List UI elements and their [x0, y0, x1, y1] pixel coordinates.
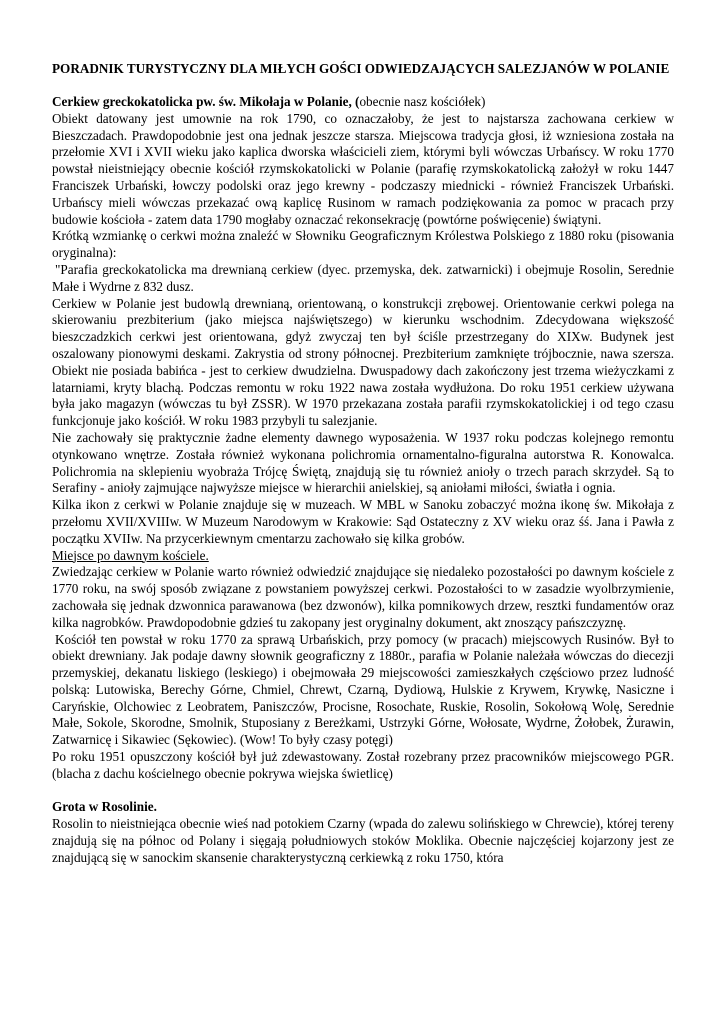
paragraph: Krótką wzmiankę o cerkwi można znaleźć w Słowniku Geograficznym Królestwa Polskiego z 1880 roku (pisowania oryginalna): — [52, 228, 674, 261]
quote-paragraph: "Parafia greckokatolicka ma drewnianą cerkiew (dyec. przemyska, dek. zatwarnicki) i obejmuje Rosolin, Serednie Małe i Wydrne z 832 dusz. — [52, 261, 674, 294]
underlined-text: Miejsce po dawnym kościele. — [52, 547, 209, 563]
paragraph: Kościół ten powstał w roku 1770 za sprawą Urbańskich, przy pomocy (w pracach) miejscowych Rusinów. Był to obiekt drewniany. Jak podaje dawny słownik geograficzny z 1880r., parafia w Polanie należała wówczas do diecezji przemyskiej, dekanatu liskiego (leskiego) i obejmowała 29 miejscowości zamieszkałych częściowo przez ludność polską: Lutowiska, Berechy Górne, Chmiel, Chrewt, Czarną, Dydiową, Hulskie z Krywem, Krywkę, Nasiczne i Caryńskie, Olchowiec z Leobratem, Paniszczów, Procisne, Rosochate, Ruskie, Rosolin, Sokołową Wolę, Serednie Małe, Sokole, Skorodne, Smolnik, Stuposiany z Bereżkami, Ustrzyki Górne, Wołosate, Wydrne, Żołobek, Żurawin, Zatwarnicę i Sikawiec (Sękowiec). (Wow! To były czasy potęgi) — [52, 631, 674, 748]
paragraph: Cerkiew w Polanie jest budowlą drewnianą, orientowaną, o konstrukcji zrębowej. Orientowanie cerkwi polega na skierowaniu prezbiterium (jako miejsca najświętszego) w kierunku wschodnim. Zdecydowana większość bieszczadzkich cerkwi jest orientowana, gdyż zwyczaj ten był ściśle przestrzegany do XIXw. Budynek jest oszalowany pionowymi deskami. Zakrystia od strony północnej. Prezbiterium zamknięte trójbocznie, nawa szersza. Obiekt nie posiada babińca - jest to cerkiew dwudzielna. Dwuspadowy dach zakończony jest trzema wieżyczkami z latarniami, kryty blachą. Podczas remontu w roku 1922 nawa została wydłużona. Do roku 1951 cerkiew używana była jako magazyn (wówczas tu był ZSSR). W 1970 przekazana została parafii rzymskokatolickiej i od tego czasu funkcjonuje jako kościół. W roku 1983 przybyli tu salezjanie. — [52, 295, 674, 429]
section-heading-normal: obecnie nasz kościółek) — [359, 94, 486, 109]
section-heading-cerkiew — [52, 94, 674, 111]
paragraph: Obiekt datowany jest umownie na rok 1790, co oznaczałoby, że jest to najstarsza zachowana cerkiew w Bieszczadach. Prawdopodobnie jest ona jednak jeszcze starsza. Miejscowa tradycja głosi, iż wzniesiona została na przełomie XVI i XVII wieku jako kaplica dworska właścicieli ziem, którymi byli wówczas Urbańscy. W roku 1770 powstał nieistniejący obecnie kościół rzymskokatolicki w Polanie (parafię rzymskokatolicką założył w roku 1447 Franciszek Urbański, łowczy podolski oraz jego krewny - podczaszy miednicki - również Franciszek Urbański. Urbańscy mieli wówczas przekazać ową kaplicę Rusinom w ramach podziękowania za pomoc w pracach przy budowie kościoła - zatem data 1790 mogłaby oznaczać rekonsekrację (powtórne poświęcenie) świątyni. — [52, 110, 674, 227]
paragraph: Kilka ikon z cerkwi w Polanie znajduje się w muzeach. W MBL w Sanoku zobaczyć można ikonę św. Mikołaja z przełomu XVII/XVIIIw. W Muzeum Narodowym w Krakowie: Sąd Ostateczny z XV wieku oraz śś. Jana i Pawła z początku XVIIw. Na przycerkiewnym cmentarzu zachowało się kilka grobów. — [52, 497, 674, 546]
section-heading-bold: Grota w Rosolinie. — [52, 799, 157, 815]
paragraph: Nie zachowały się praktycznie żadne elementy dawnego wyposażenia. W 1937 roku podczas kolejnego remontu otynkowano wnętrze. Została również wykonana polichromia ornamentalno-figuralna autorstwa R. Konowalca. Polichromia na sklepieniu wyobraża Trójcę Świętą, znajdują się tu również anioły o trzech parach skrzydeł. Są to Serafiny - anioły zajmujące najwyższe miejsce w hierarchii anielskiej, są aniołami miłości, światła i ognia. — [52, 429, 674, 496]
paragraph: Zwiedzając cerkiew w Polanie warto również odwiedzić znajdujące się niedaleko pozostałości po dawnym kościele z 1770 roku, na swój sposób związane z powstaniem powyższej cerkwi. Pozostałości to w zasadzie wyolbrzymienie, zachowała się jednak dzwonnica parawanowa (bez dzwonów), kilka pomnikowych drzew, resztki fundamentów oraz kilka nagrobków. Prawdopodobnie gdzieś tu zakopany jest oryginalny dokument, akt znoszący pańszczyznę. — [52, 564, 674, 630]
subheading-underlined — [52, 548, 674, 565]
document-title: PORADNIK TURYSTYCZNY DLA MIŁYCH GOŚCI ODWIEDZAJĄCYCH SALEZJANÓW W POLANIE — [52, 61, 670, 76]
section-heading-grota — [52, 799, 674, 816]
spacer — [52, 783, 674, 800]
paragraph: Rosolin to nieistniejąca obecnie wieś nad potokiem Czarny (wpada do zalewu solińskiego w Chrewcie), której tereny znajdują się na północ od Polany i sięgają południowych stoków Moklika. Obecnie najczęściej kojarzony jest ze znajdującą się w sanockim skansenie charakterystyczną cerkiewką z roku 1750, która — [52, 816, 674, 865]
section-heading-bold: Cerkiew greckokatolicka pw. św. Mikołaja w Polanie, ( — [52, 94, 360, 109]
paragraph: Po roku 1951 opuszczony kościół był już zdewastowany. Został rozebrany przez pracowników miejscowego PGR. (blacha z dachu kościelnego obecnie pokrywa wiejska świetlicę) — [52, 749, 674, 781]
document-page — [52, 60, 674, 867]
